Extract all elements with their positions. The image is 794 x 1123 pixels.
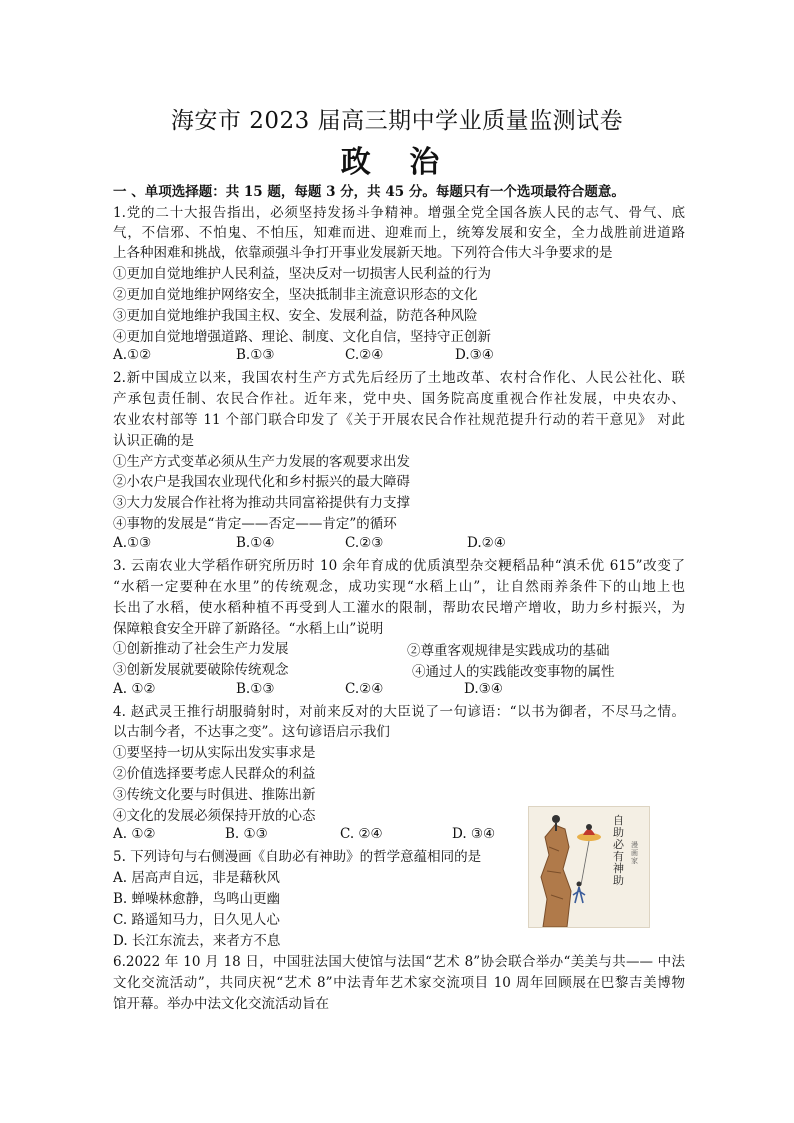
q2-statement: ④事物的发展是“肯定——否定——肯定”的循环 (113, 516, 397, 532)
q3-statement: ③创新发展就要破除传统观念 (113, 662, 289, 678)
q3-option-c[interactable]: C.②④ (345, 681, 384, 697)
q5-option-a[interactable]: A. 居高声自远，非是藉秋风 (113, 870, 280, 886)
q1-option-a[interactable]: A.①② (113, 347, 152, 363)
q3-option-d[interactable]: D.③④ (464, 681, 503, 697)
q1-statement: ③更加自觉地维护我国主权、安全、发展利益，防范各种风险 (113, 308, 478, 324)
q2-option-a[interactable]: A.①③ (113, 535, 152, 551)
q3-option-a[interactable]: A. ①② (113, 681, 156, 697)
q3-statement: ②尊重客观规律是实践成功的基础 (407, 643, 610, 659)
q1-stem-line: 气，不信邪、不怕鬼、不怕压，知难而进、迎难而上，统筹发展和安全，全力战胜前进道路 (113, 225, 685, 241)
q4-option-c[interactable]: C. ②④ (340, 826, 383, 842)
q4-statement: ③传统文化要与时俱进、推陈出新 (113, 787, 316, 803)
q1-stem-line: 上各种困难和挑战，依靠顽强斗争打开事业发展新天地。下列符合伟大斗争要求的是 (113, 245, 613, 261)
q3-stem-line: “水稻一定要种在水里”的传统观念，成功实现“水稻上山”，让自然雨养条件下的山地上也 (113, 579, 685, 595)
q2-stem-line: 产承包责任制、农民合作社。近年来，党中央、国务院高度重视合作社发展，中央农办、 (113, 391, 685, 407)
q3-option-b[interactable]: B.①③ (236, 681, 275, 697)
q1-statement: ④更加自觉地增强道路、理论、制度、文化自信，坚持守正创新 (113, 329, 491, 345)
q5-stem: 5. 下列诗句与右侧漫画《自助必有神助》的哲学意蕴相同的是 (113, 849, 482, 865)
comic-caption: 自助必有神助 (613, 814, 624, 887)
q4-option-a[interactable]: A. ①② (113, 826, 156, 842)
q4-statement: ①要坚持一切从实际出发实事求是 (113, 745, 316, 761)
q2-statement: ②小农户是我国农业现代化和乡村振兴的最大障碍 (113, 474, 410, 490)
section-heading: 一 、单项选择题：共 15 题，每题 3 分，共 45 分。每题只有一个选项最符合题意。 (113, 184, 625, 200)
q2-stem-line: 认识正确的是 (113, 433, 194, 449)
q1-statement: ①更加自觉地维护人民利益，坚决反对一切损害人民利益的行为 (113, 266, 491, 282)
q2-statement: ③大力发展合作社将为推动共同富裕提供有力支撑 (113, 495, 410, 511)
q2-option-c[interactable]: C.②③ (345, 535, 384, 551)
q5-option-d[interactable]: D. 长江东流去，来者方不息 (113, 933, 281, 949)
q2-option-d[interactable]: D.②④ (467, 535, 506, 551)
q3-statement: ④通过人的实践能改变事物的属性 (412, 664, 615, 680)
q1-stem-line: 1.党的二十大报告指出，必须坚持发扬斗争精神。增强全党全国各族人民的志气、骨气、底 (113, 205, 685, 221)
q3-stem-line: 保障粮食安全开辟了新路径。“水稻上山”说明 (113, 621, 384, 637)
q3-stem-line: 长出了水稻，使水稻种植不再受到人工灌水的限制，帮助农民增产增收，助力乡村振兴，为 (113, 600, 685, 616)
q2-stem-line: 农业农村部等 11 个部门联合印发了《关于开展农民合作社规范提升行动的若干意见》 对此 (113, 412, 685, 428)
q3-statement: ①创新推动了社会生产力发展 (113, 641, 289, 657)
q1-statement: ②更加自觉地维护网络安全，坚决抵制非主流意识形态的文化 (113, 287, 478, 303)
q2-statement: ①生产方式变革必须从生产力发展的客观要求出发 (113, 454, 410, 470)
comic-drawing (529, 807, 649, 927)
q4-stem-line: 以古制今者，不达事之变”。这句谚语启示我们 (113, 724, 390, 740)
q4-option-d[interactable]: D. ③④ (452, 826, 496, 842)
q6-stem-line: 馆开幕。举办中法文化交流活动旨在 (113, 996, 329, 1012)
q4-statement: ④文化的发展必须保持开放的心态 (113, 808, 316, 824)
comic-signature: 漫画家 (631, 841, 638, 865)
q5-option-c[interactable]: C. 路遥知马力，日久见人心 (113, 912, 280, 928)
q2-option-b[interactable]: B.①④ (236, 535, 275, 551)
subject-title: 政 治 (340, 145, 454, 180)
q6-stem-line: 6.2022 年 10 月 18 日，中国驻法国大使馆与法国“艺术 8”协会联合举办“美美与共—— 中法 (113, 954, 685, 970)
q4-option-b[interactable]: B. ①③ (225, 826, 268, 842)
q1-option-d[interactable]: D.③④ (455, 347, 494, 363)
q1-option-b[interactable]: B.①③ (236, 347, 275, 363)
q6-stem-line: 文化交流活动”，共同庆祝“艺术 8”中法青年艺术家交流项目 10 周年回顾展在巴黎吉美博物 (113, 975, 685, 991)
q5-option-b[interactable]: B. 蝉噪林愈静，鸟鸣山更幽 (113, 891, 281, 907)
q1-option-c[interactable]: C.②④ (345, 347, 384, 363)
q4-stem-line: 4. 赵武灵王推行胡服骑射时，对前来反对的大臣说了一句谚语：“以书为御者，不尽马之情。 (113, 704, 685, 720)
q3-stem-line: 3. 云南农业大学稻作研究所历时 10 余年育成的优质滇型杂交粳稻品种“滇禾优 615”改变了 (113, 558, 685, 574)
q4-statement: ②价值选择要考虑人民群众的利益 (113, 766, 316, 782)
q2-stem-line: 2.新中国成立以来，我国农村生产方式先后经历了土地改革、农村合作化、人民公社化、联 (113, 370, 685, 386)
exam-title: 海安市 2023 届高三期中学业质量监测试卷 (170, 108, 624, 134)
comic-illustration (528, 806, 650, 928)
